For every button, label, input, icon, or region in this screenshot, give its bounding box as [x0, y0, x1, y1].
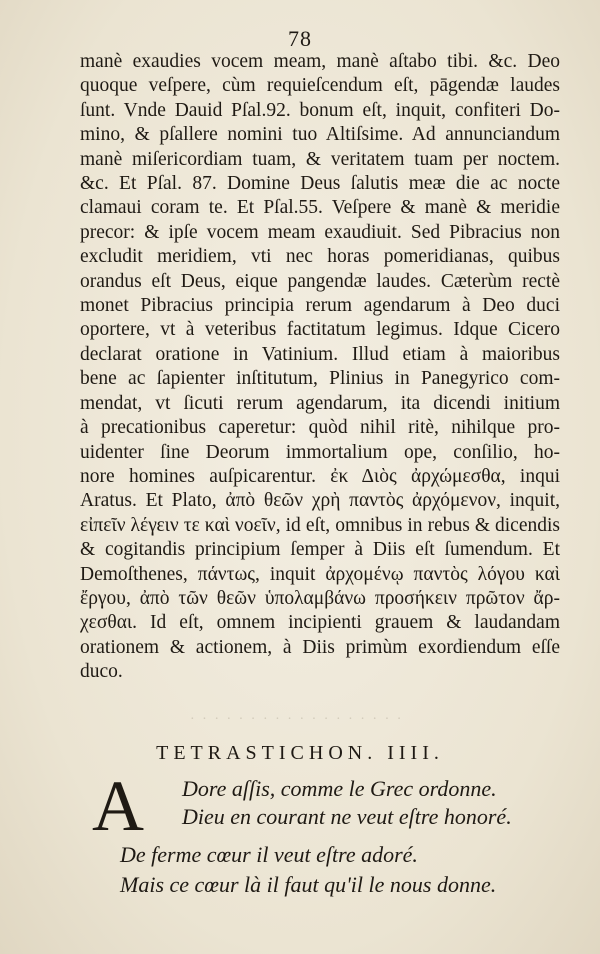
- body-line: & cogitandis principium ſemper à Diis eſt ſumendum. Et: [80, 539, 560, 561]
- body-line: duco.: [80, 661, 123, 683]
- body-line: declarat oratione in Vatinium. Illud etiam à maioribus: [80, 343, 560, 365]
- body-text: [80, 50, 560, 685]
- body-line: à precationibus caperetur: quòd nihil ritè, nihilque pro-: [80, 417, 560, 439]
- body-line: Demoſthenes, πάντως, inquit ἀρχομένῳ παντὸς λόγου καὶ: [80, 563, 560, 585]
- body-line: &c. Et Pſal. 87. Domine Deus ſalutis meæ die ac nocte: [80, 173, 560, 195]
- body-line: quoque veſpere, cùm requieſcendum eſt, pāgendæ laudes: [80, 75, 560, 97]
- body-line: χεσθαι. Id eſt, omnem incipienti grauem & laudandam: [80, 612, 560, 634]
- body-line: mino, & pſallere nomini tuo Altiſsime. Ad annunciandum: [80, 124, 560, 146]
- body-line: monet Pibracius principia rerum agendarum à Deo duci: [80, 295, 560, 317]
- body-line: Aratus. Et Plato, ἀπὸ θεῶν χρὴ παντὸς ἀρχόμενον, inquit,: [80, 490, 560, 512]
- page-number: 78: [288, 26, 312, 51]
- body-line: εἰπεῖν λέγειν τε καὶ νοεῖν, id eſt, omnibus in rebus & dicendis: [80, 514, 560, 536]
- poem-line-1: Dore aſſis, comme le Grec ordonne.: [182, 776, 497, 801]
- poem-line-2: Dieu en courant ne veut eſtre honoré.: [182, 804, 512, 829]
- body-line: orandus eſt Deus, eique pangendæ laudes. Cæterùm rectè: [80, 270, 560, 292]
- body-line: uidenter ſine Deorum immortalium ope, conſilio, ho-: [80, 441, 560, 463]
- body-line: bene ac ſapienter inſtitutum, Plinius in Panegyrico com-: [80, 368, 560, 390]
- drop-cap: A: [92, 766, 144, 846]
- section-heading: TETRASTICHON. IIII.: [156, 742, 444, 764]
- body-line: oportere, vt à veteribus factitatum legimus. Idque Cicero: [80, 319, 560, 341]
- poem-line-4: Mais ce cœur là il faut qu'il le nous donne.: [120, 872, 497, 897]
- body-line: ſunt. Vnde Dauid Pſal.92. bonum eſt, inquit, confiteri Do-: [80, 99, 560, 121]
- body-line: ἔργου, ἀπὸ τῶν θεῶν ὑπολαμβάνω προσήκειν πρῶτον ἄρ-: [80, 587, 560, 609]
- poem-line-3: De ferme cœur il veut eſtre adoré.: [120, 842, 418, 867]
- body-line: excludit meridiem, vti nec horas pomeridianas, quibus: [80, 246, 560, 268]
- body-line: nore homines auſpicarentur. ἐκ Διὸς ἀρχώμεσθα, inqui: [80, 465, 560, 487]
- body-line: manè miſericordiam tuam, & veritatem tuam per noctem.: [80, 148, 560, 170]
- body-line: clamaui coram te. Et Pſal.55. Veſpere & manè & meridie: [80, 197, 560, 219]
- bleed-through-text: · · · · · · · · · · · · · · · · · ·: [190, 712, 404, 727]
- body-line: precor: & ipſe vocem meam exaudiuit. Sed Pibracius non: [80, 221, 560, 243]
- body-line: orationem & actionem, à Diis primùm exordiendum eſſe: [80, 636, 560, 658]
- body-line: manè exaudies vocem meam, manè aſtabo tibi. &c. Deo: [80, 51, 560, 72]
- body-line: mendat, vt ſicuti rerum agendarum, ita dicendi initium: [80, 392, 560, 414]
